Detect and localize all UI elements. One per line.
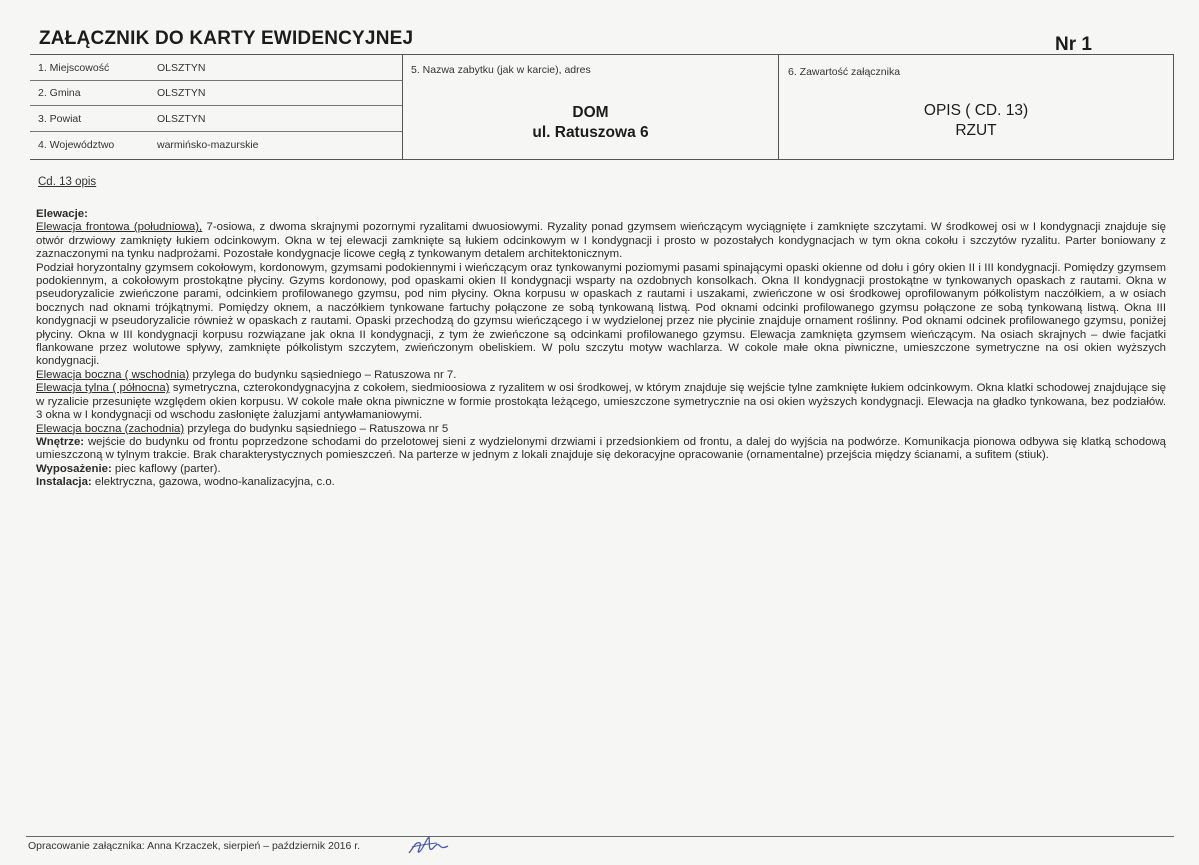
column-divider <box>1173 55 1174 159</box>
field-label: 1. Miejscowość <box>38 62 110 74</box>
contents-line1: OPIS ( CD. 13) <box>923 102 1029 119</box>
equipment-label: Wyposażenie: <box>36 462 112 475</box>
field-value: OLSZTYN <box>157 113 206 125</box>
field-label: 4. Województwo <box>38 139 115 151</box>
document-title: ZAŁĄCZNIK DO KARTY EWIDENCYJNEJ <box>39 28 414 49</box>
rear-elevation-paragraph <box>36 382 1166 422</box>
description-body <box>36 208 1166 490</box>
field-row-voivodeship <box>30 132 402 157</box>
west-elevation-title: Elewacja boczna (zachodnia) <box>36 422 185 435</box>
contents-line2: RZUT <box>955 122 997 139</box>
contents-label: 6. Zawartość załącznika <box>788 66 901 78</box>
signature-icon <box>406 833 452 859</box>
field-row-locality <box>30 55 402 81</box>
west-elevation-text: przylega do budynku sąsiedniego – Ratuszowa nr 5 <box>184 422 449 435</box>
field-label: 3. Powiat <box>38 113 82 125</box>
document-number: Nr 1 <box>1055 34 1092 55</box>
field-row-commune <box>30 80 402 106</box>
monument-address: ul. Ratuszowa 6 <box>532 124 649 141</box>
east-elevation-title: Elewacja boczna ( wschodnia) <box>36 368 190 381</box>
equipment-paragraph <box>36 463 1166 476</box>
monument-label: 5. Nazwa zabytku (jak w karcie), adres <box>411 64 591 76</box>
footer-author: Opracowanie załącznika: Anna Krzaczek, sierpień – październik 2016 r. <box>28 840 361 852</box>
elevations-heading: Elewacje: <box>36 208 88 220</box>
header-table <box>30 55 1174 160</box>
installation-text: elektryczna, gazowa, wodno-kanalizacyjna, c.o. <box>91 476 335 489</box>
installation-label: Instalacja: <box>36 476 92 489</box>
installation-paragraph <box>36 476 1166 489</box>
east-elevation-paragraph <box>36 369 1166 382</box>
interior-label: Wnętrze: <box>36 435 85 448</box>
interior-paragraph <box>36 436 1166 463</box>
west-elevation-paragraph <box>36 423 1166 436</box>
continuation-note: Cd. 13 opis <box>38 176 97 188</box>
interior-text: wejście do budynku od frontu poprzedzone schodami do przelotowej sieni z wydzielonymi drzwiami i przedsionkiem od frontu, a dalej do wyjścia na podwórze. Komunikacja pionowa odbywa się klatką schodową umieszczoną w tylnym trakcie. Brak charakterystycznych pomieszczeń. Na parterze w jednym z lokali znajduje się dekoracyjne opracowanie (ornamentalne) przejścia między ścianami, a sufitem (stiuk). <box>36 435 1166 462</box>
footer-rule <box>26 836 1174 837</box>
front-elevation-paragraph <box>36 221 1166 261</box>
equipment-text: piec kaflowy (parter). <box>111 462 221 475</box>
rear-elevation-text: symetryczna, czterokondygnacyjna z cokołem, siedmioosiowa z ryzalitem w osi środkowej, w którym znajduje się wejście tylne zamknięte łukiem odcinkowym. Okna klatki schodowej znajdujące się w ryzalicie przesunięte względem okien korpusu. W cokole małe okna piwniczne w formie prostokąta leżącego, umieszczone symetrycznie na osi okien wyższych kondygnacji. Elewacja na gładko tynkowana, bez podziałów. 3 okna w I kondygnacji od wschodu zasłonięte żaluzjami antywłamaniowymi. <box>36 382 1167 422</box>
field-value: OLSZTYN <box>157 87 206 99</box>
front-elevation-text: 7-osiowa, z dwoma skrajnymi pozornymi ryzalitami dwuosiowymi. Ryzality ponad gzymsem wieńczącym wyciągnięte i zamknięte szczytami. W środkowej osi w I kondygnacji znajduje się otwór drzwiowy zamknięty łukiem odcinkowym. Okna w tej elewacji zamknięte są łukiem odcinkowym w I kondygnacji i prosto w pozostałych kondygnacjach w tym okna cokołu i szczytów ryzalitu. Parter boniowany z zaznaczonymi na tynku nadprożami. Pozostałe kondygnacje licowe cegłą z tynkowanym detalem architektonicznym. <box>36 221 1166 261</box>
east-elevation-text: przylega do budynku sąsiedniego – Ratuszowa nr 7. <box>189 368 457 381</box>
front-elevation-title: Elewacja frontowa (południowa), <box>36 221 203 234</box>
division-paragraph: Podział horyzontalny gzymsem cokołowym, kordonowym, gzymsami podokiennymi i wieńczącym oraz tynkowanymi poziomymi pasami spinającymi opaski okienne od dołu i góry okien II i III kondygnacji. Pomiędzy gzymsem podokiennym, a cokołowym prostokątne płyciny. Gzyms kordonowy, pod opaskami okien II kondygnacji wsparty na ozdobnych konsolkach. Okna II kondygnacji prostokątne w tynkowanych opaskach z rautami. Okna w pseudoryzalicie zwieńczone parami, odcinkiem profilowanego gzymsu, pod nim płyciny. Okna korpusu w opaskach z rautami i uszakami, zwieńczone w osi środkowej oprofilowanym półkolistym naczółkiem, a w osiach bocznych nad oknami trójkątnymi. Pomiędzy oknem, a naczółkiem tynkowane fartuchy połączone ze sobą tynkowaną listwą. Pod oknami odcinki profilowanego gzymsu połączone ze sobą tynkowaną listwą. Okna III kondygnacji w pseudoryzalicie również w opaskach z rautami. Opaski przechodzą do gzymsu wieńczącego i w wydzielonej przez nie płycinie znajduje ornament roślinny. Pod oknami odcinek profilowanego gzymsu, poniżej płyciny. Okna w III kondygnacji korpusu rozwiązane jak okna II kondygnacji, z tym że zwieńczone są odcinkami profilowanego gzymsu. Elewacja zamknięta gzymsem wieńczącym. Na osiach skrajnych – dwie facjatki flankowane przez wolutowe spływy, zamknięte półkolistym szczytem, zwieńczonym obeliskiem. W polu szczytu motyw wachlarza. W cokole małe okna piwniczne, umieszczone symetryczne na osi okien wyższych kondygnacji. <box>36 261 1166 368</box>
field-row-county <box>30 106 402 132</box>
monument-name: DOM <box>572 104 609 121</box>
field-value: warmińsko-mazurskie <box>157 139 259 151</box>
rear-elevation-title: Elewacja tylna ( północna) <box>36 382 170 395</box>
field-value: OLSZTYN <box>157 62 206 74</box>
field-label: 2. Gmina <box>38 87 81 99</box>
